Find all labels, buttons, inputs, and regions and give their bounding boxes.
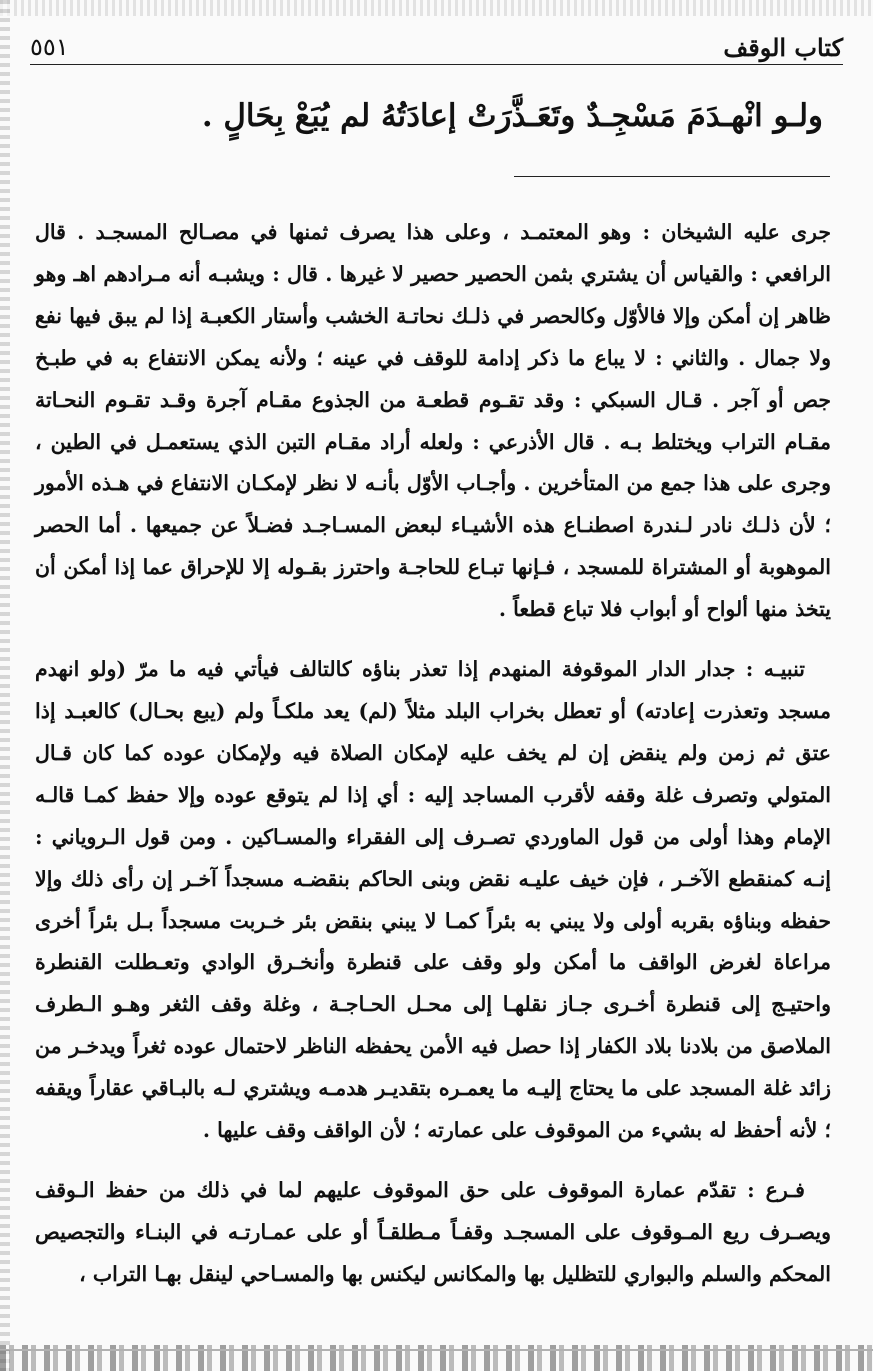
decorative-left-border: [0, 0, 10, 1371]
matn-text: ولـو انْهـدَمَ مَسْجِـدٌ وتَعَـذَّرَتْ إعادَتُهُ لم يُبَعْ بِحَالٍ .: [201, 98, 823, 134]
book-title: كتاب الوقف: [723, 32, 843, 62]
commentary-body: [35, 212, 831, 1308]
decorative-bottom-border: [0, 1345, 873, 1371]
decorative-top-border: [0, 0, 873, 16]
commentary-paragraph: جرى عليه الشيخان : وهو المعتمـد ، وعلى هذا يصرف ثمنها في مصـالح المسجـد . قال الرافعي : والقياس أن يشتري بثمن الحصير حصير لا غيرها . قال : ويشبـه أنه مـرادهم اهـ وهو ظاهر إن أمكن وإلا فالأوّل وكالحصر في ذلـك نحاتـة الخشب وأستار الكعبـة إذا لم يبق فيها نفع ولا جمال . والثاني : لا يباع ما ذكر إدامة للوقف في عينه ؛ ولأنه يمكن الانتفاع به في طبـخ جص أو آجر . قـال السبكي : وقد تقـوم قطعـة من الجذوع مقـام آجرة وقـد تقـوم النحـاتة مقـام التراب ويختلط بـه . قال الأذرعي : ولعله أراد مقـام التبن الذي يستعمـل في الطين ، وجرى على هذا جمع من المتأخرين . وأجـاب الأوّل بأنـه لا نظر لإمكـان الانتفاع في هـذه الأمور ؛ لأن ذلـك نادر لـندرة اصطنـاع هذه الأشيـاء لبعض المسـاجـد فضـلاً عن جميعها . أما الحصر الموهوبة أو المشتراة للمسجد ، فـإنها تبـاع للحاجـة واحترز بقـوله إلا للإحراق عما إذا أمكن أن يتخذ منها ألواح أو أبواب فلا تباع قطعاً .: [35, 220, 831, 622]
page-number: ٥٥١: [30, 33, 69, 61]
separator-line: [514, 176, 830, 177]
page-header: [30, 30, 843, 65]
far-paragraph: فـرع : تقدّم عمارة الموقوف على حق الموقوف عليهم لما في ذلك من حفظ الـوقف ويصـرف ريع المـوقوف على المسجـد وقفـاً مـطلقـاً أو على عمـارتـه في البنـاء والتجصيص المحكم والسلم والبواري للتظليل بها والمكانس ليكنس بها والمسـاحي لينقل بهـا التراب ،: [35, 1177, 831, 1286]
tanbih-paragraph: تنبيـه : جدار الدار الموقوفة المنهدم إذا تعذر بناؤه كالتالف فيأتي فيه ما مرّ (ولو انهدم مسجد وتعذرت إعادته) أو تعطل بخراب البلد مثلاً (لم) يعد ملكـاً ولم (يبع بحـال) كالعبـد إذا عتق ثم زمن ولم ينقض إن لم يخف عليه لإمكان الصلاة فيه ولإمكان عوده كما كان قـال المتولي وتصرف غلة وقفه لأقرب المساجد إليه : أي إذا لم يتوقع عوده وإلا حفظ كمـا قالـه الإمام وهذا أولى من قول الماوردي تصـرف إلى الفقراء والمسـاكين . ومن قول الـروياني : إنـه كمنقطع الآخـر ، فإن خيف عليـه نقض وبنى الحاكم بنقضـه مسجداً آخـر إن رأى ذلك وإلا حفظه وبناؤه بقربه أولى ولا يبني به بئراً كمـا لا يبني بنقض بئر خـربت مسجداً بـل بئراً أخرى مراعاة لغرض الواقف ما أمكن ولو وقف على قنطرة وأنخـرق الوادي وتعـطلت القنطرة واحتيـج إلى قنطرة أخـرى جـاز نقلهـا إلى محـل الحـاجـة ، وغلة وقف الثغر وهـو الـطرف الملاصق من بلادنا بلاد الكفار إذا حصل فيه الأمن يحفظه الناظر لاحتمال عوده ثغراً ويدخـر من زائد غلة المسجد على ما يحتاج إليـه ما يعمـره بتقديـر هدمـه ويشتري لـه بالبـاقي عقاراً ويقفه ؛ لأنه أحفظ له بشيء من الموقوف على عمارته ؛ لأن الواقف وقف عليها .: [35, 657, 831, 1143]
